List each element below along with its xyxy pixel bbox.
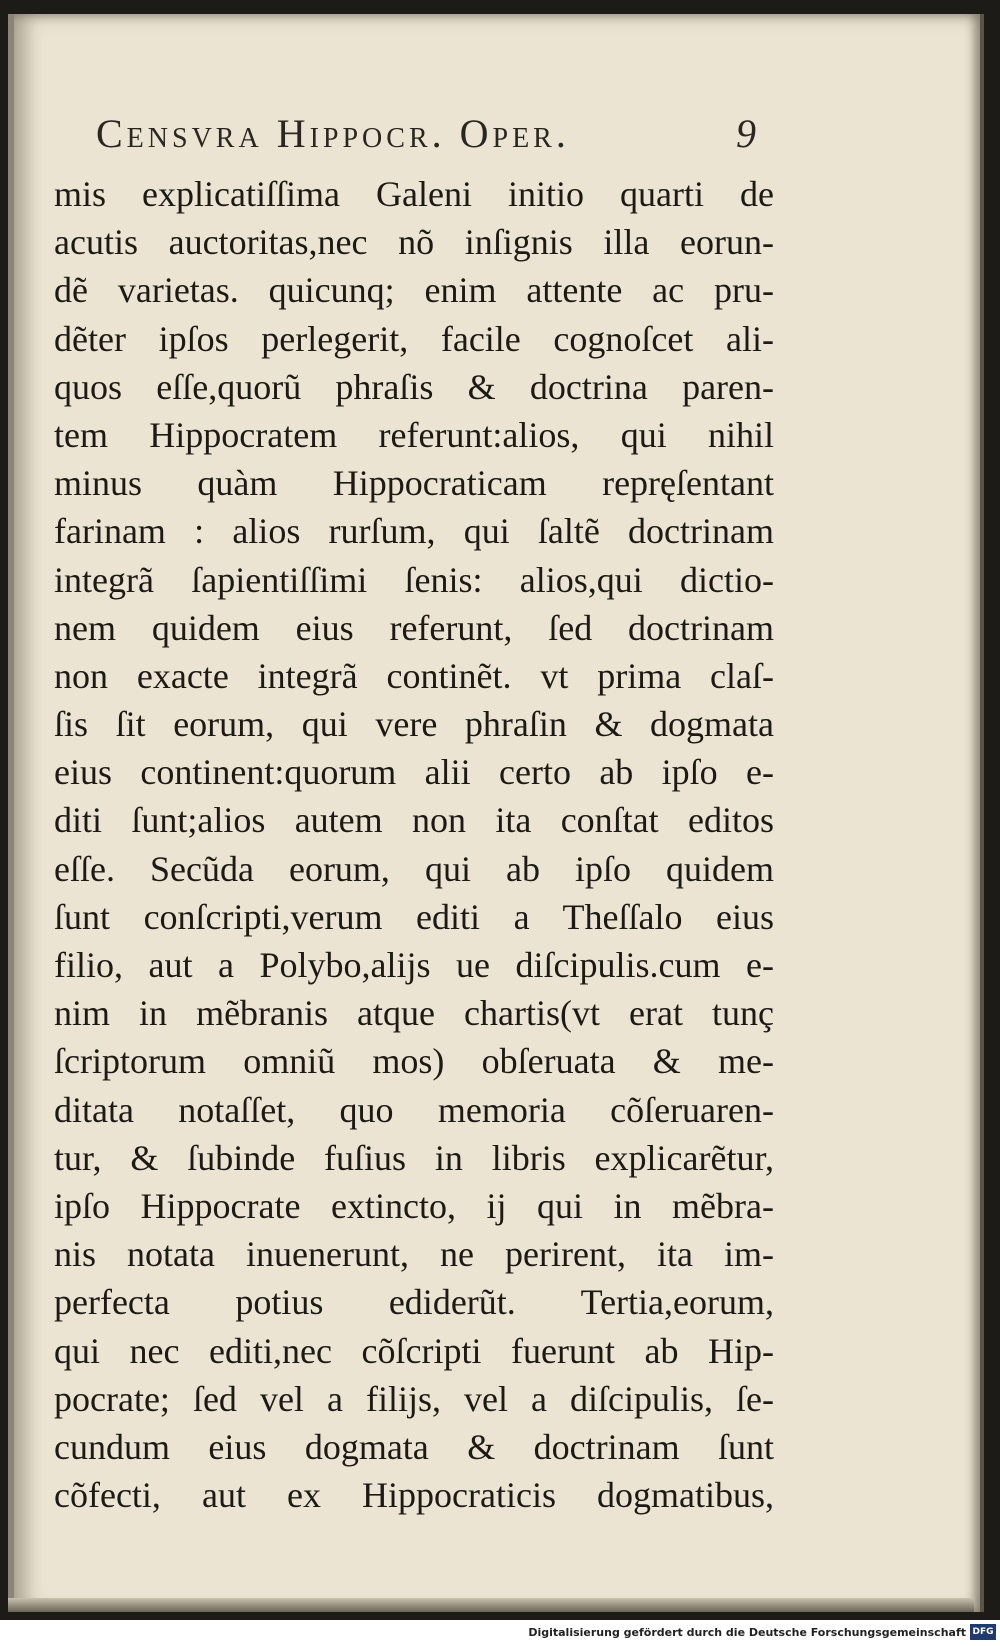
text-line: quos eſſe,quorũ phraſis & doctrina paren- [54, 366, 774, 407]
text-line: dẽ varietas. quicunq; enim attente ac pru- [54, 270, 774, 311]
text-line: ſcriptorum omniũ mos) obſeruata & me- [54, 1041, 774, 1082]
text-line: ſunt conſcripti,verum editi a Theſſalo eius [54, 896, 774, 937]
text-line: ditata notaſſet, quo memoria cõſeruaren- [54, 1089, 774, 1130]
text-line: cundum eius dogmata & doctrinam ſunt [54, 1426, 774, 1467]
page-number: 9 [736, 111, 756, 156]
dfg-logo: DFG [970, 1624, 996, 1640]
page-edge [8, 1598, 974, 1612]
body-text [54, 170, 774, 1519]
footer-bar [0, 1620, 1000, 1646]
text-line: perfecta potius ediderũt. Tertia,eorum, [54, 1282, 774, 1323]
text-line: eius continent:quorum alii certo ab ipſo e- [54, 752, 774, 793]
funding-credit: Digitalisierung gefördert durch die Deutsche Forschungsgemeinschaft [528, 1626, 966, 1639]
text-line: integrã ſapientiſſimi ſenis: alios,qui dictio- [54, 559, 774, 600]
text-line: tem Hippocratem referunt:alios, qui nihil [54, 414, 774, 455]
text-line: pocrate; ſed vel a filijs, vel a diſcipulis, ſe- [54, 1378, 774, 1419]
text-line: nis notata inuenerunt, ne perirent, ita im- [54, 1234, 774, 1275]
running-title: Censvra Hippocr. Oper. [96, 111, 570, 156]
text-line: ſis ſit eorum, qui vere phraſin & dogmata [54, 704, 774, 745]
text-line: minus quàm Hippocraticam repręſentant [54, 463, 774, 504]
running-header [96, 110, 756, 157]
text-line: farinam : alios rurſum, qui ſaltẽ doctrinam [54, 511, 774, 552]
text-line: mis explicatiſſima Galeni initio quarti de [54, 174, 774, 214]
text-line: acutis auctoritas,nec nõ inſignis illa eorun- [54, 222, 774, 263]
text-line: dẽter ipſos perlegerit, facile cognoſcet ali- [54, 318, 774, 359]
text-line: nim in mẽbranis atque chartis(vt erat tunç [54, 993, 774, 1034]
text-line: qui nec editi,nec cõſcripti fuerunt ab Hip- [54, 1330, 774, 1371]
text-line: cõfecti, aut ex Hippocraticis dogmatibus, [54, 1475, 774, 1516]
text-line: non exacte integrã continẽt. vt prima claſ- [54, 655, 774, 696]
text-line: filio, aut a Polybo,alijs ue diſcipulis.cum e- [54, 945, 774, 985]
text-line: tur, & ſubinde fuſius in libris explicarẽtur, [54, 1137, 774, 1178]
text-line: diti ſunt;alios autem non ita conſtat editos [54, 800, 774, 841]
text-line: eſſe. Secũda eorum, qui ab ipſo quidem [54, 848, 774, 889]
text-line: ipſo Hippocrate extincto, ij qui in mẽbra- [54, 1185, 774, 1226]
text-line: nem quidem eius referunt, ſed doctrinam [54, 607, 774, 648]
